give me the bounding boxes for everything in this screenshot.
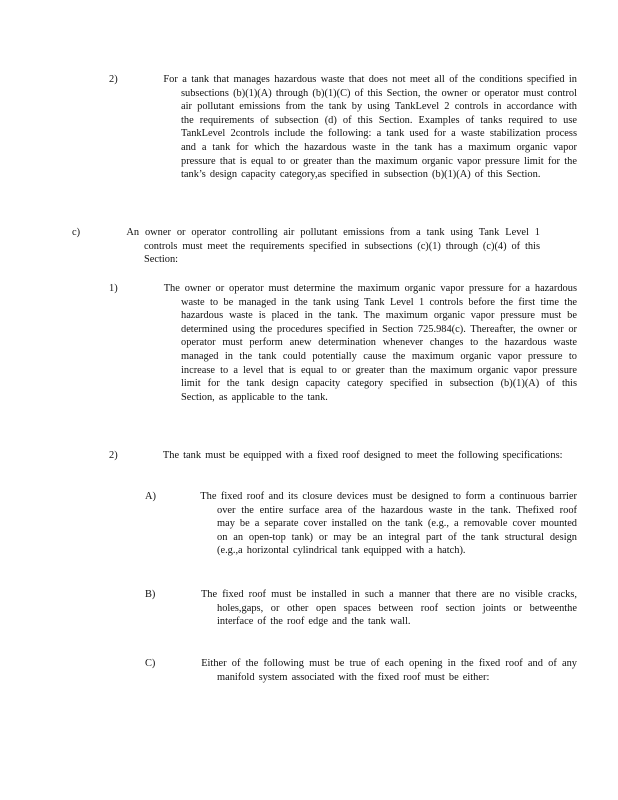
paragraph-c-1-text: The owner or operator must determine the maximum organic vapor pressure for a hazardous waste to be managed in the tank using Tank Level 1 controls before the first time the hazardous waste is placed in the tank. The maximum organic vapor pressure must be determined using the procedures specified in Section 725.984(c). Thereafter, the owner or operator must perform anew determination whenever changes to the hazardous waste managed in the tank could potentially cause the maximum organic vapor pressure to increase to a level that is equal to or greater than the maximum organic vapor pressure limit for the tank design capacity category specified in subsection (b)(1)(A) of this Section, as applicable to the tank. (163, 283, 577, 403)
paragraph-c-2-B (145, 588, 577, 629)
paragraph-b-2-text: For a tank that manages hazardous waste that does not meet all of the conditions specified in subsections (b)(1)(A) through (b)(1)(C) of this Section, the owner or operator must control air pollutant emissions from the tank by using TankLevel 2 controls in accordance with the requirements of subsection (d) of this Section. Examples of tanks required to use TankLevel 2controls include the following: a tank used for a waste stabilization process and a tank for which the hazardous waste in the tank has a maximum organic vapor pressure that is equal to or greater than the maximum organic vapor pressure limit for the tank’s design capacity category,as specified in subsection (b)(1)(A) of this Section. (163, 74, 577, 181)
paragraph-b-2 (109, 73, 577, 182)
paragraph-c-2-A-text: The fixed roof and its closure devices must be designed to form a continuous barrier over the entire surface area of the hazardous waste in the tank. Thefixed roof may be a separate cover installed on the tank (e.g., a removable cover mounted on an open-top tank) or may be an integral part of the tank structural design (e.g.,a horizontal cylindrical tank equipped with a hatch). (200, 491, 577, 557)
paragraph-c-1 (109, 282, 577, 404)
paragraph-c-2 (109, 449, 577, 463)
paragraph-c (72, 226, 540, 267)
paragraph-c-2-B-text: The fixed roof must be installed in such a manner that there are no visible cracks, holes,gaps, or other open spaces between roof section joints or betweenthe interface of the roof edge and the tank wall. (200, 589, 577, 628)
paragraph-c-2-C (145, 657, 577, 684)
paragraph-c-2-label: 2) (109, 450, 118, 461)
paragraph-c-text: An owner or operator controlling air pollutant emissions from a tank using Tank Level 1 controls must meet the requirements specified in subsections (c)(1) through (c)(4) of this Section: (126, 227, 540, 266)
paragraph-c-2-text: The tank must be equipped with a fixed roof designed to meet the following specifications: (162, 450, 563, 461)
paragraph-c-2-B-label: B) (145, 589, 156, 600)
paragraph-c-2-C-label: C) (145, 658, 156, 669)
paragraph-c-2-A-label: A) (145, 491, 156, 502)
paragraph-c-label: c) (72, 227, 81, 238)
paragraph-c-2-C-text: Either of the following must be true of each opening in the fixed roof and of any manifold system associated with the fixed roof must be either: (201, 658, 577, 683)
paragraph-b-2-label: 2) (109, 74, 118, 85)
paragraph-c-1-label: 1) (109, 283, 118, 294)
paragraph-c-2-A (145, 490, 577, 558)
